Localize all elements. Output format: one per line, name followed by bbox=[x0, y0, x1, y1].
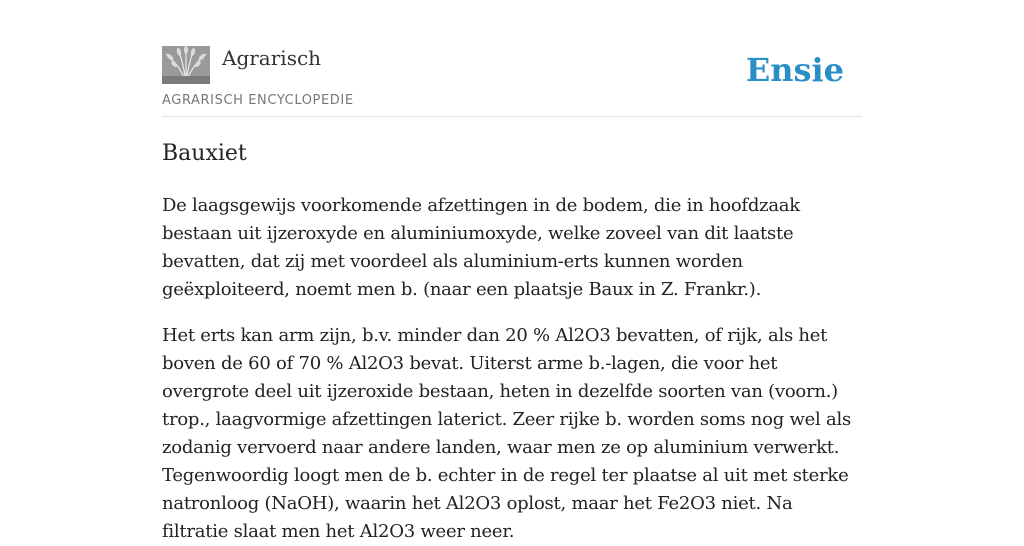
article-title: Bauxiet bbox=[162, 141, 247, 166]
article bbox=[162, 138, 862, 546]
site-subtitle: AGRARISCH ENCYCLOPEDIE bbox=[162, 93, 354, 108]
article-paragraph: Het erts kan arm zijn, b.v. minder dan 20 % Al2O3 bevatten, of rijk, als het boven de 60 of 70 % Al2O3 bevat. Uiterst arme b.-lagen, die voor het overgrote deel uit ijzeroxide bestaan, heten in dezelfde soorten van (voorn.) trop., laagvormige afzettingen laterict. Zeer rijke b. worden soms nog wel als zodanig vervoerd naar andere landen, waar men ze op aluminium verwerkt. Tegenwoordig loogt men de b. echter in de regel ter plaatse al uit met sterke natronloog (NaOH), waarin het Al2O3 oplost, maar het Fe2O3 niet. Na filtratie slaat men het Al2O3 weer neer. bbox=[162, 325, 851, 542]
ensie-brand-link[interactable]: Ensie bbox=[745, 51, 844, 89]
article-body bbox=[162, 192, 862, 546]
article-paragraph: De laagsgewijs voorkomende afzettingen in de bodem, die in hoofdzaak bestaan uit ijzeroxyde en aluminiumoxyde, welke zoveel van dit laatste bevatten, dat zij met voordeel als aluminium-erts kunnen worden geëxploiteerd, noemt men b. (naar een plaatsje Baux in Z. Frankr.). bbox=[162, 195, 800, 300]
site-name[interactable]: Agrarisch bbox=[222, 46, 322, 70]
site-header bbox=[162, 44, 862, 117]
wheat-logo-icon[interactable] bbox=[162, 46, 210, 84]
